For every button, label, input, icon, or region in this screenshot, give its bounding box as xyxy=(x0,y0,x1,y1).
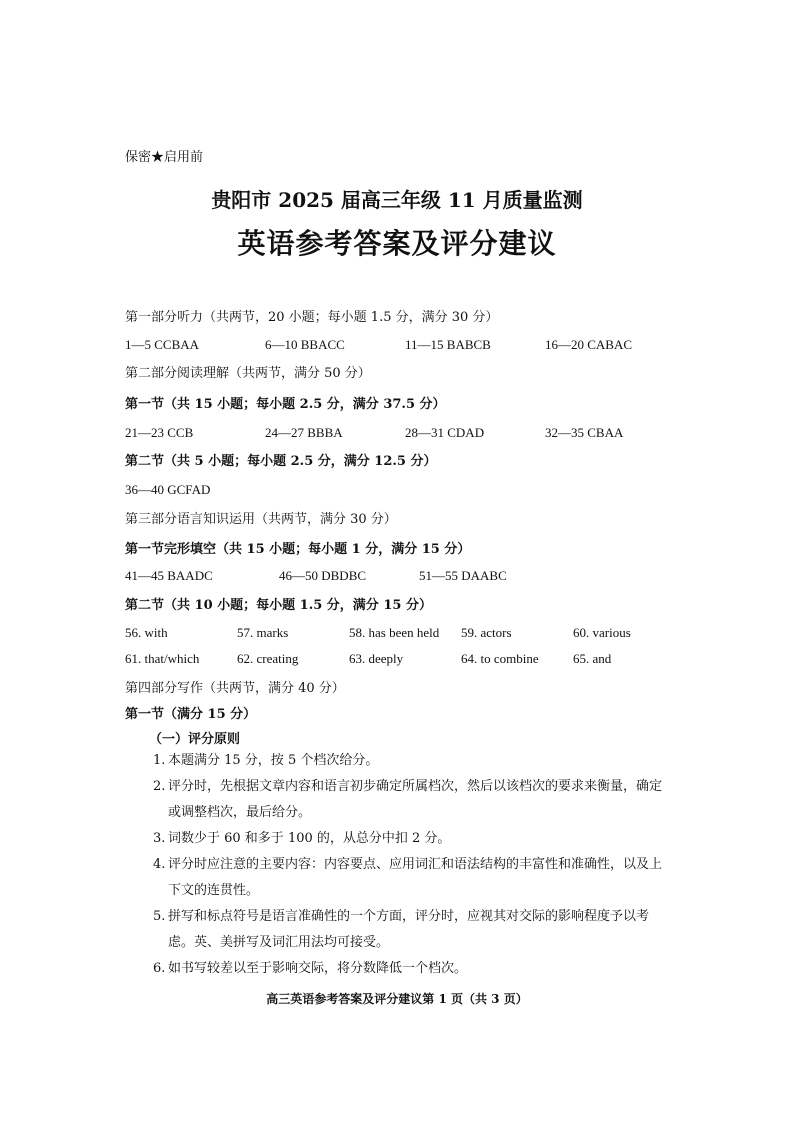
answer-group: 46—50 DBDBC xyxy=(279,568,367,583)
principle-item xyxy=(153,904,673,956)
part4-section1-heading: 第一节（满分 15 分） xyxy=(125,707,257,722)
principle-number: 3. xyxy=(153,831,166,846)
principle-item xyxy=(153,956,673,982)
blank-answer: 57. marks xyxy=(237,625,289,640)
part2-section2-heading: 第二节（共 5 小题；每小题 2.5 分，满分 12.5 分） xyxy=(125,454,437,469)
principle-item xyxy=(153,852,673,904)
principle-text: 词数少于 60 和多于 100 的，从总分中扣 2 分。 xyxy=(168,831,451,846)
blank-answer: 56. with xyxy=(125,625,168,640)
principle-text: 评分时应注意的主要内容：内容要点、应用词汇和语法结构的丰富性和准确性，以及上下文的连贯性。 xyxy=(168,857,663,898)
blank-answer: 65. and xyxy=(573,651,612,666)
principle-item xyxy=(153,774,673,826)
blank-answer: 63. deeply xyxy=(349,651,404,666)
part3-heading: 第三部分语言知识运用（共两节，满分 30 分） xyxy=(125,512,397,527)
answer-group: 24—27 BBBA xyxy=(265,425,343,440)
blank-answer: 61. that/which xyxy=(125,651,200,666)
document-title: 英语参考答案及评分建议 xyxy=(237,227,557,260)
answer-group: 36—40 GCFAD xyxy=(125,482,211,497)
principle-item xyxy=(153,748,673,774)
answer-group: 32—35 CBAA xyxy=(545,425,624,440)
blank-answer: 62. creating xyxy=(237,651,299,666)
principle-text: 本题满分 15 分，按 5 个档次给分。 xyxy=(168,753,379,768)
blank-answer: 60. various xyxy=(573,625,631,640)
principles-heading: （一）评分原则 xyxy=(149,732,241,747)
answer-group: 1—5 CCBAA xyxy=(125,337,200,352)
answer-group: 16—20 CABAC xyxy=(545,337,633,352)
part2-heading: 第二部分阅读理解（共两节，满分 50 分） xyxy=(125,366,371,381)
principle-number: 1. xyxy=(153,753,166,768)
blank-answer: 59. actors xyxy=(461,625,512,640)
part4-heading: 第四部分写作（共两节，满分 40 分） xyxy=(125,681,345,696)
confidential-label: 保密★启用前 xyxy=(125,150,204,165)
blank-answer: 64. to combine xyxy=(461,651,539,666)
answer-group: 41—45 BAADC xyxy=(125,568,213,583)
principle-number: 5. xyxy=(153,909,166,924)
answer-group: 11—15 BABCB xyxy=(405,337,491,352)
principle-number: 4. xyxy=(153,857,166,872)
principle-item xyxy=(153,826,673,852)
part3-section2-heading: 第二节（共 10 小题；每小题 1.5 分，满分 15 分） xyxy=(125,598,432,613)
part2-section1-heading: 第一节（共 15 小题；每小题 2.5 分，满分 37.5 分） xyxy=(125,397,446,412)
blank-answer: 58. has been held xyxy=(349,625,440,640)
answer-group: 51—55 DAABC xyxy=(419,568,507,583)
part3-section1-heading: 第一节完形填空（共 15 小题；每小题 1 分，满分 15 分） xyxy=(125,542,471,557)
page-footer: 高三英语参考答案及评分建议第 1 页（共 3 页） xyxy=(266,992,528,1006)
principle-text: 拼写和标点符号是语言准确性的一个方面，评分时，应视其对交际的影响程度予以考虑。英、美拼写及词汇用法均可接受。 xyxy=(168,909,650,950)
answer-group: 21—23 CCB xyxy=(125,425,194,440)
principle-text: 评分时，先根据文章内容和语言初步确定所属档次，然后以该档次的要求来衡量，确定或调整档次，最后给分。 xyxy=(168,779,663,820)
answer-group: 28—31 CDAD xyxy=(405,425,485,440)
principles-list xyxy=(153,748,673,982)
principle-number: 6. xyxy=(153,961,166,976)
part1-heading: 第一部分听力（共两节，20 小题；每小题 1.5 分，满分 30 分） xyxy=(125,310,499,325)
answer-group: 6—10 BBACC xyxy=(265,337,345,352)
exam-title: 贵阳市 2025 届高三年级 11 月质量监测 xyxy=(211,188,583,212)
principle-number: 2. xyxy=(153,779,166,794)
principle-text: 如书写较差以至于影响交际，将分数降低一个档次。 xyxy=(168,961,468,976)
